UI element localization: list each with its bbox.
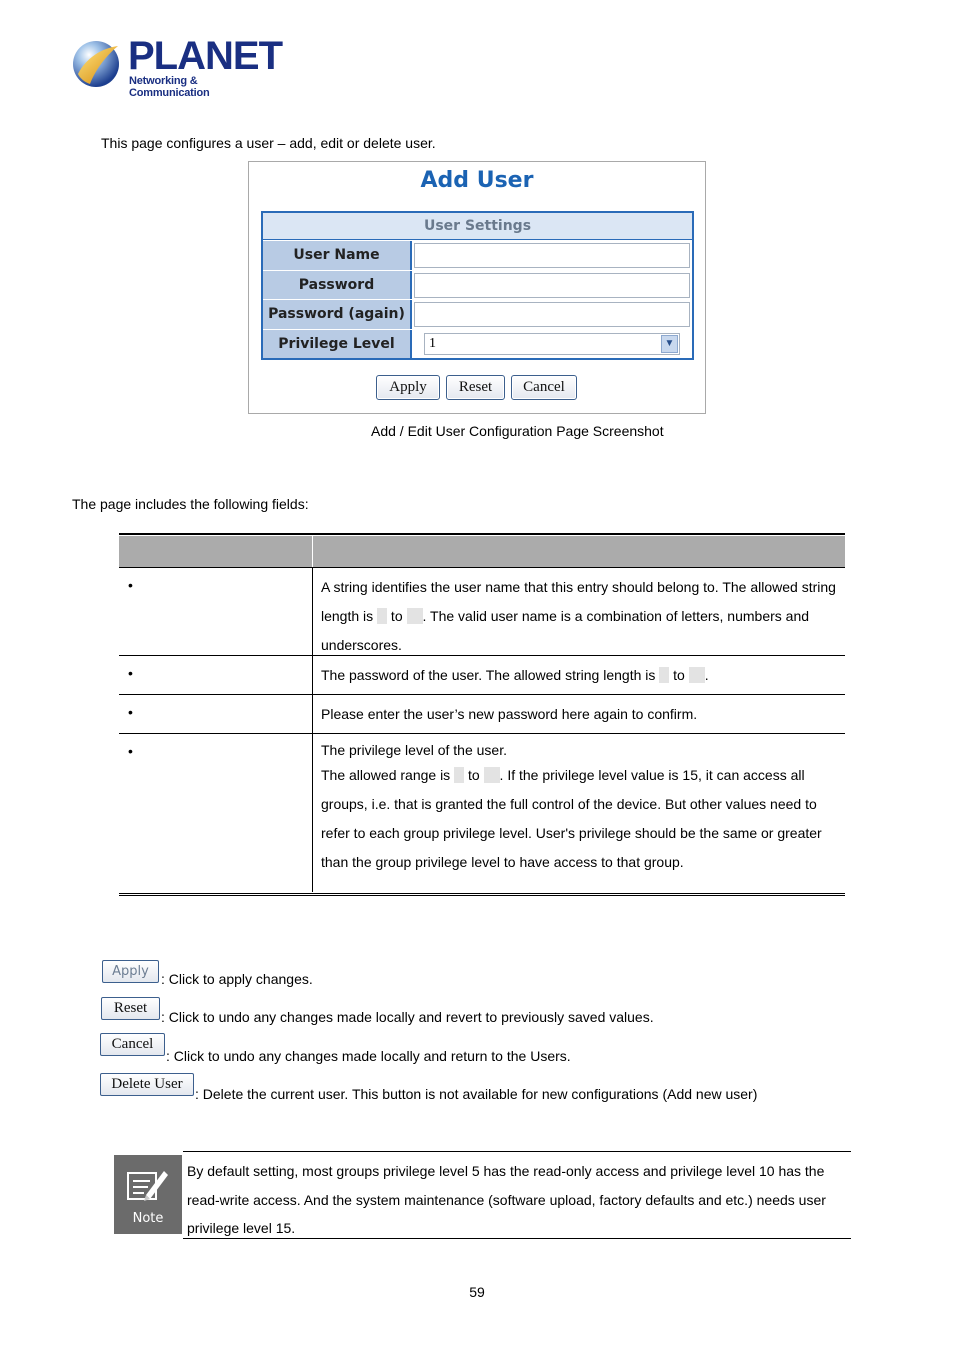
password-again-label: Password (again) [263, 300, 412, 329]
cancel-button-sample: Cancel [100, 1033, 165, 1056]
password-input[interactable] [414, 273, 690, 298]
reset-button[interactable]: Reset [446, 375, 505, 400]
reset-button-sample: Reset [101, 997, 160, 1020]
delete-user-description: : Delete the current user. This button is not available for new configurations (Add new user) [195, 1086, 758, 1102]
note-icon [114, 1155, 182, 1234]
privilege-level-value: 1 [429, 335, 436, 351]
fields-intro: The page includes the following fields: [72, 496, 309, 512]
reset-description: : Click to undo any changes made locally and revert to previously saved values. [161, 1009, 654, 1025]
delete-user-button-sample: Delete User [100, 1073, 194, 1096]
note-text: By default setting, most groups privilege level 5 has the read-only access and privilege level 10 has the read-write access. And the system maintenance (software upload, factory defaults and etc.) needs user privilege level 15. [183, 1151, 851, 1239]
logo-brand: PLANET [128, 34, 282, 78]
page-number: 59 [469, 1284, 485, 1300]
chevron-down-icon[interactable]: ▼ [661, 335, 678, 353]
bullet: • [128, 743, 133, 759]
add-user-screenshot [248, 161, 706, 414]
fields-table-header [119, 535, 845, 567]
logo-tagline: Networking & Communication [129, 75, 210, 99]
fields-table [119, 533, 845, 896]
cancel-description: : Click to undo any changes made locally and return to the Users. [166, 1048, 571, 1064]
privilege-level-label: Privilege Level [263, 330, 412, 359]
privilege-level-select[interactable] [424, 333, 680, 355]
cancel-button[interactable]: Cancel [511, 375, 577, 400]
field-description: Please enter the user’s new password here again to confirm. [321, 706, 698, 722]
table-row [119, 568, 845, 656]
bullet: • [128, 577, 133, 593]
pencil-note-icon [124, 1165, 170, 1205]
user-name-label: User Name [263, 241, 412, 270]
screenshot-title: Add User [420, 168, 534, 193]
privilege-level-row [263, 329, 692, 359]
bullet: • [128, 704, 133, 720]
bullet: • [128, 665, 133, 681]
table-row [119, 695, 845, 734]
apply-description: : Click to apply changes. [161, 971, 313, 987]
password-label: Password [263, 271, 412, 300]
planet-logo [72, 34, 282, 99]
user-name-input[interactable] [414, 243, 690, 268]
field-description: The password of the user. The allowed string length is to . [321, 667, 709, 683]
table-row [119, 656, 845, 695]
password-again-input[interactable] [414, 302, 690, 327]
intro-text: This page configures a user – add, edit or delete user. [101, 135, 436, 151]
password-row [263, 270, 692, 300]
apply-button-sample: Apply [102, 960, 159, 983]
user-settings-header: User Settings [263, 213, 692, 240]
globe-icon [72, 38, 124, 90]
apply-button[interactable]: Apply [376, 375, 440, 400]
user-settings-table [261, 211, 694, 360]
password-again-row [263, 299, 692, 329]
field-description: A string identifies the user name that this entry should belong to. The allowed string length is to . The valid user name is a combination of letters, numbers and underscores. [321, 579, 836, 653]
field-description: The privilege level of the user. The allowed range is to . If the privilege level value is 15, it can access all groups, i.e. that is granted the full control of the device. But other values need to refer to each group privilege level. User's privilege should be the same or greater than the group privilege level to have access to that group. [321, 742, 822, 870]
note-icon-label: Note [132, 1211, 164, 1226]
table-row [119, 734, 845, 892]
user-name-row [263, 240, 692, 270]
figure-caption: Add / Edit User Configuration Page Screenshot [371, 423, 664, 439]
